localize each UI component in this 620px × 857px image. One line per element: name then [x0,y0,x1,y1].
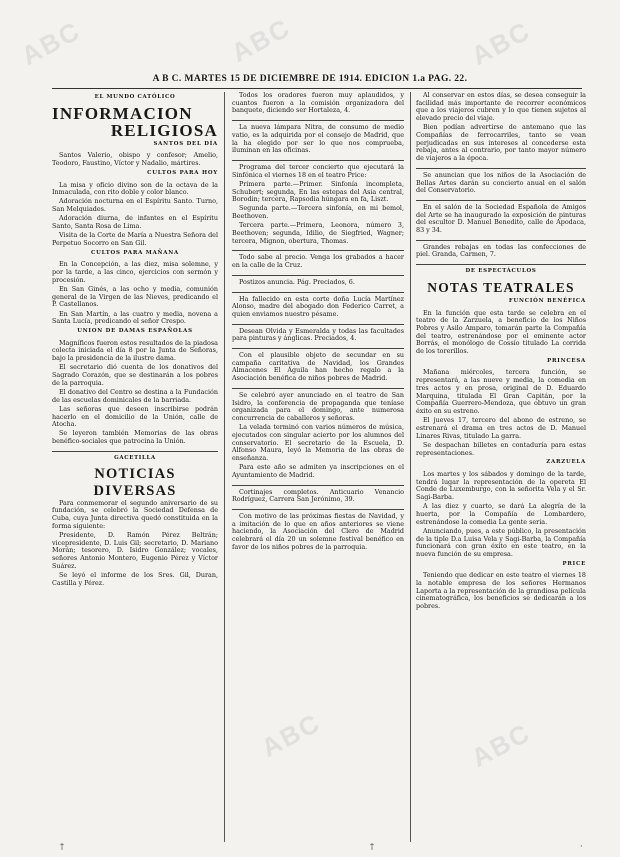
page-header: A B C. MARTES 15 DE DICIEMBRE DE 1914. EDICION 1.a PAG. 22. [152,74,468,84]
item-divider [232,324,404,325]
news-paragraph: Bien podían advertirse de antemano que las Compañías de ferrocarriles, tanto se vean perjudicadas en sus intereses al concederse esta rebaja, antes al contrario, por tanto mayor número de viajeros a la época. [416,123,586,163]
column-divider-2 [410,92,411,842]
news-paragraph: Ha fallecido en esta corte doña Lucía Martínez Alonso, madre del abogado don Federico Carret, a quien enviamos nuestro pésame. [232,294,404,318]
princesa-heading: PRINCESA [547,357,586,364]
item-divider [416,240,586,241]
price-paragraph: Teniendo que dedicar en este teatro el viernes 18 la notable empresa de los señores Hermanos Laporta a la representación de la grandiosa película cinematográfica, los beneficios se dedicarán a los pobres. [416,571,586,611]
noticias-title: NOTICIAS DIVERSAS [93,465,177,499]
noticias-paragraph: Presidente, D. Ramón Pérez Beltrán; vicepresidente, D. Luis Gil; secretario, D. Mariano Morán; tesorero, D. Isidro González; vocales, señores Antonio Montero, Eugenio Pérez y Víctor Suárez. [52,530,218,570]
watermark-mid: ABC [256,707,326,763]
cultos-paragraph: Visita de la Corte de María a Nuestra Señora del Perpetuo Socorro en San Gil. [52,231,218,247]
santoral-heading: SANTOS DEL DÍA [153,140,218,147]
news-paragraph: Postizos anuncia. Pág. Preciados, 6. [239,277,355,286]
news-paragraph: Primera parte.—Primer. Sinfonía incompleta, Schubert; segunda, En las estepas del Asia central, Borodin; tercera, Rapsodia húngara en fa, Liszt. [232,179,404,204]
funcion-benefica-heading: FUNCIÓN BENÉFICA [508,297,586,304]
zarzuela-paragraph: Anunciando, pues, a este público, la presentación de la tiple D.a Luisa Vela y Sagi-Barba, la Compañía funcionará con gran éxito en este teatro, en la nueva función de su empresa. [416,526,586,558]
noticias-paragraph: Se leyó el informe de los Sres. Gil, Duran, Castilla y Pérez. [52,570,218,587]
princesa-paragraph: El jueves 17, tercero del abono de estreno, se estrenará el drama en tres actos de D. Manuel Linares Rivas, titulado La garra. [416,416,586,440]
column-2 [232,92,404,553]
item-divider [232,348,404,349]
funcion-paragraph: En la función que esta tarde se celebra en el teatro de la Zarzuela, a beneficio de los Niños Pobres y Asilo Amparo, tomarán parte la Compañía del teatro, estrenándose por el eminente actor Borrás, el monólogo de Cossío titulado La corrida de los torerillos. [416,308,586,356]
section-divider [416,264,586,265]
union-paragraph: Magníficos fueron estos resultados de la piadosa colecta iniciada el día 8 por la Junta de Señoras, bajo la presidencia de la ilustre dama. [52,338,218,363]
price-heading: PRICE [562,560,586,567]
news-paragraph: La nueva lámpara Nitra, de consumo de medio vatio, es la adquirida por el consejo de Madrid, que la ha elegido por ser lo que nos comprueba, iluminan en las oficinas. [232,123,404,155]
item-divider [232,485,404,486]
item-divider [232,120,404,121]
item-divider [232,509,404,510]
cultos-paragraph: Adoración nocturna en el Espíritu Santo. Turno, San Melquiades. [52,197,218,214]
column-3 [416,92,586,612]
news-paragraph: Se anuncian que los niños de la Asociación de Bellas Artes darán su concierto anual en el salón del Conservatorio. [416,170,586,195]
column-1 [52,92,218,589]
news-paragraph: Grandes rebajas en todas las confecciones de piel. Granda, Carmen, 7. [416,242,586,259]
watermark-bottom-right: ABC [466,717,536,773]
union-paragraph: Se leyeron también Memorias de las obras benéfico-sociales que patrocina la Unión. [52,429,218,446]
item-divider [416,168,586,169]
princesa-paragraph: Se despachan billetes en contaduría para estas representaciones. [416,440,586,457]
gacetilla-kicker: GACETILLA [114,454,156,461]
header-rule [52,88,582,89]
news-paragraph: Con el plausible objeto de secundar en su campaña caritativa de Navidad, los Grandes Almacenes El Águila han hecho regalo a la Asociación benéfica de niños pobres de Madrid. [232,351,404,383]
item-divider [232,275,404,276]
bottom-mark-right: · [580,842,583,851]
section-kicker: EL MUNDO CATÓLICO [94,94,176,100]
news-paragraph: Segunda parte.—Tercera sinfonía, en mi bemol, Beethoven. [232,204,404,221]
cultos-heading: CULTOS PARA HOY [147,169,218,176]
section-title-line2: RELIGIOSA [110,120,218,140]
watermark-top-right: ABC [466,15,536,71]
notas-teatrales-title: NOTAS TEATRALES [427,279,575,295]
bottom-mark-mid: † [370,842,374,851]
news-paragraph: Tercera parte.—Primera, Leonora, número 3, Beethoven; segunda, Idilio, de Siegfried, Wagner; tercera, Mignon, obertura, Thomas. [232,221,404,245]
princesa-paragraph: Mañana miércoles, tercera función, se representará, a las nueve y media, la comedia en tres actos y en prosa, original de D. Eduardo Marquina, titulada El Gran Capitán, por la Compañía Guerrero-Mendoza, que obtuvo un gran éxito en su estreno. [416,368,586,415]
manana-paragraph: En San Martín, a las cuatro y media, novena a Santa Lucía, predicando el señor Crespo. [52,309,218,326]
column-divider-1 [224,92,225,842]
item-divider [232,160,404,161]
item-divider [232,388,404,389]
union-paragraph: El donativo del Centro se destina a la Fundación de las escuelas dominicales de la barriada. [52,387,218,404]
bottom-mark-left: † [60,842,64,851]
news-paragraph: Para este año se admiten ya inscripciones en el Ayuntamiento de Madrid. [232,463,404,479]
news-paragraph: Todo sabe al precio. Venga los grabados a hacer en la calle de la Cruz. [232,253,404,270]
news-paragraph: Con motivo de las próximas fiestas de Navidad, y a imitación de lo que en años anteriores se viene haciendo, la Asociación del Clero de Madrid celebrará el día 20 un solemne festival benéfico en favor de los niños pobres de la parroquia. [232,512,404,551]
union-heading: UNION DE DAMAS ESPAÑOLAS [77,327,193,334]
news-paragraph: Se celebró ayer anunciado en el teatro de San Isidro, la conferencia de propaganda que teníase organizada para el domingo, ante numerosa concurrencia de caballeros y señoras. [232,390,404,422]
item-divider [416,200,586,201]
item-divider [232,250,404,251]
news-paragraph: Desean Olvida y Esmeralda y todas las facultades para pinturas y ánglicas. Preciados, 4. [232,326,404,343]
news-paragraph: Al conservar en estos días, se desea conseguir la facilidad más importante de recorrer económicos que a los viajeros cubren y lo que tienen sujetos al elevado precio del viaje. [416,91,586,123]
news-paragraph: En el salón de la Sociedad Española de Amigos del Arte se ha inaugurado la exposición de pinturas del escultor D. Manuel Benedito, calle de Apodaca, 83 y 34. [416,202,586,235]
news-paragraph: Programa del tercer concierto que ejecutará la Sinfónica el viernes 18 en el teatro Price: [232,162,404,179]
cultos-paragraph: La misa y oficio divino son de la octava de la Inmaculada, con rito doble y color blanco. [52,180,218,197]
zarzuela-heading: ZARZUELA [546,459,586,466]
manana-paragraph: En San Ginés, a las ocho y media, comunión general de la Virgen de las Nieves, predicando el P. Castellanos. [52,284,218,309]
manana-paragraph: En la Concepción, a las diez, misa solemne, y por la tarde, a las cinco, ejercicios con sermón y procesión. [52,260,218,284]
union-paragraph: Las señoras que deseen inscribirse podrán hacerlo en el domicilio de la Unión, calle de Atocha. [52,404,218,429]
section-divider [52,451,218,452]
news-paragraph: Todos los oradores fueron muy aplaudidos, y cuantos fueron a la comisión organizadora del banquete, diciendo ser Hortaleza, 4. [232,91,404,115]
zarzuela-paragraph: A las diez y cuarto, se dará La alegría de la huerta, por la Compañía de Lombardero, estrenándose la comedia La gente seria. [416,502,586,526]
manana-heading: CULTOS PARA MAÑANA [91,249,179,256]
section-title-line1: INFORMACION [52,103,193,123]
news-paragraph: Cortinajes completos. Anticuario Venancio Rodríguez, Carrera San Jerónimo, 39. [232,487,404,504]
santoral-text: Santos Valerio, obispo y confesor; Amelio, Teodoro, Faustino, Víctor y Nadalio, mártires. [52,151,218,168]
watermark-top-left: ABC [16,15,86,71]
union-paragraph: El secretario dió cuenta de los donativos del Sagrado Corazón, que se destinarán a los pobres de la parroquia. [52,363,218,387]
noticias-paragraph: Para conmemorar el segundo aniversario de su fundación, se celebró la Sociedad Defensa de Cuba, cuya Junta directiva quedó constituida en la forma siguiente: [52,498,218,530]
item-divider [232,292,404,293]
news-paragraph: La velada terminó con varios números de música, ejecutados con singular acierto por los alumnos del conservatorio. El secretario de la Escuela, D. Alfonso Maura, leyó la Memoria de las obras de enseñanza. [232,423,404,463]
watermark-top-mid: ABC [226,12,296,68]
zarzuela-paragraph: Los martes y los sábados y domingo de la tarde, tendrá lugar la representación de la opereta El Conde de Luxemburgo, con la señorita Vela y el Sr. Sagi-Barba. [416,469,586,502]
spectacles-kicker: DE ESPECTÁCULOS [465,268,537,275]
cultos-paragraph: Adoración diurna, de infantes en el Espíritu Santo, Santa Rosa de Lima. [52,214,218,231]
